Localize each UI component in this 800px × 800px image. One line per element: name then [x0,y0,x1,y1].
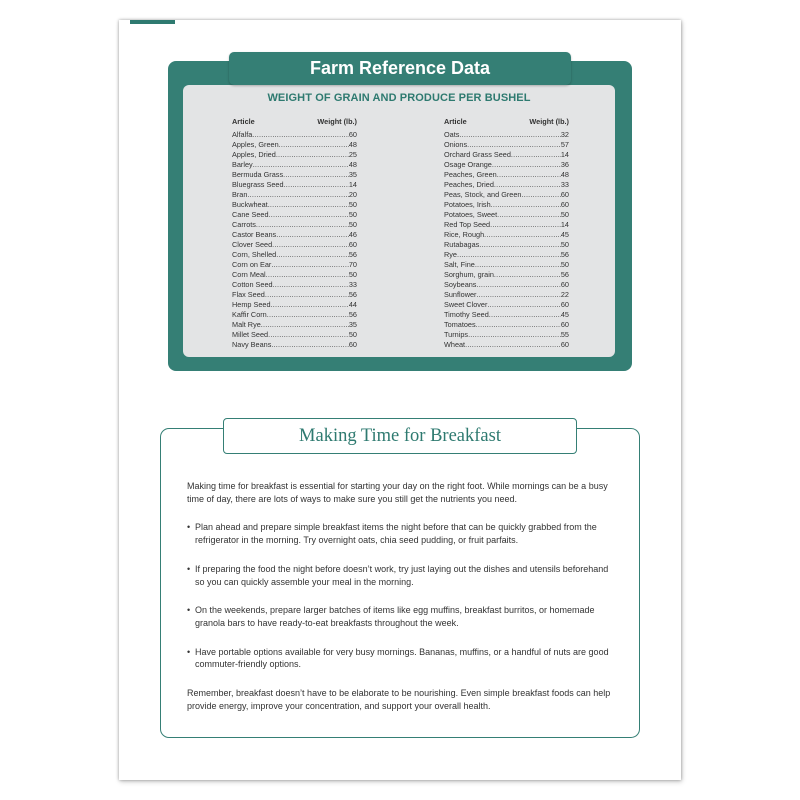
weight-value: 33 [560,180,569,189]
table-row [444,200,569,210]
weight-value: 60 [560,320,569,329]
table-row [232,130,357,140]
breakfast-tip: • On the weekends, prepare larger batches of items like egg muffins, breakfast burritos, or homemade granola bars to have ready-to-eat breakfasts throughout the week. [187,604,612,629]
weight-value: 44 [348,300,357,309]
table-row [444,240,569,250]
weight-value: 50 [348,220,357,229]
dot-leader [459,130,560,140]
page-tab-accent [130,20,175,24]
dot-leader [283,170,349,180]
dot-leader [521,190,560,200]
dot-leader [497,210,561,220]
farm-subtitle: WEIGHT OF GRAIN AND PRODUCE PER BUSHEL [267,92,531,104]
weight-value: 55 [560,330,569,339]
article-name: Soybeans [444,280,477,289]
weight-value: 56 [348,250,357,259]
article-name: Cotton Seed [232,280,273,289]
table-row [444,220,569,230]
weight-value: 60 [560,200,569,209]
article-name: Red Top Seed [444,220,491,229]
article-name: Onions [444,140,468,149]
table-row [232,340,357,350]
article-name: Turnips [444,330,469,339]
table-row [232,180,357,190]
article-name: Bran [232,190,248,199]
column-header [232,117,357,127]
dot-leader [484,230,561,240]
dot-leader [261,320,349,330]
dot-leader [253,160,349,170]
weight-value: 35 [348,170,357,179]
dot-leader [268,200,349,210]
dot-leader [276,230,349,240]
article-name: Rice, Rough [444,230,485,239]
dot-leader [494,180,561,190]
table-row [444,180,569,190]
table-row [232,150,357,160]
weight-value: 45 [560,310,569,319]
table-row [232,140,357,150]
header-weight: Weight (lb.) [317,117,357,126]
weight-value: 50 [560,260,569,269]
table-row [232,300,357,310]
weight-value: 60 [560,190,569,199]
dot-leader [271,260,349,270]
article-name: Sunflower [444,290,477,299]
table-row [444,260,569,270]
dot-leader [468,330,561,340]
breakfast-body [187,480,612,728]
table-row [444,290,569,300]
dot-leader [457,250,561,260]
table-row [444,310,569,320]
dot-leader [266,270,349,280]
article-name: Peaches, Dried [444,180,494,189]
article-name: Kaffir Corn [232,310,267,319]
dot-leader [465,340,561,350]
table-row [232,190,357,200]
dot-leader [494,270,561,280]
table-row [232,250,357,260]
breakfast-tip: • Plan ahead and prepare simple breakfast items the night before that can be quickly grabbed from the refrigerator in the morning. Try overnight oats, chia seed pudding, or fruit parfaits. [187,521,612,546]
table-row [444,340,569,350]
breakfast-title: Making Time for Breakfast [223,418,577,454]
weight-value: 45 [560,230,569,239]
dot-leader [271,300,349,310]
weight-value: 56 [560,270,569,279]
dot-leader [476,280,560,290]
table-row [232,230,357,240]
table-row [232,240,357,250]
dot-leader [273,280,349,290]
weight-value: 25 [348,150,357,159]
article-name: Castor Beans [232,230,277,239]
table-row [232,330,357,340]
article-name: Potatoes, Irish [444,200,491,209]
table-row [444,320,569,330]
article-name: Rutabagas [444,240,480,249]
table-row [444,270,569,280]
weight-value: 48 [348,160,357,169]
article-name: Corn on Ear [232,260,272,269]
dot-leader [256,220,349,230]
article-name: Bluegrass Seed [232,180,284,189]
article-name: Carrots [232,220,256,229]
weight-value: 60 [348,340,357,349]
header-article: Article [444,117,467,126]
farm-title: Farm Reference Data [229,52,571,85]
article-name: Apples, Green [232,140,279,149]
dot-leader [492,160,561,170]
farm-reference-panel [183,85,615,357]
weight-value: 60 [560,280,569,289]
weight-value: 14 [560,150,569,159]
weight-value: 36 [560,160,569,169]
article-name: Sorghum, grain [444,270,494,279]
weight-value: 32 [560,130,569,139]
weight-value: 50 [560,210,569,219]
table-row [444,280,569,290]
table-row [444,130,569,140]
weight-value: 35 [348,320,357,329]
table-row [444,230,569,240]
dot-leader [511,150,561,160]
weight-value: 60 [348,130,357,139]
dot-leader [272,240,349,250]
weight-value: 60 [560,340,569,349]
table-row [232,210,357,220]
article-name: Osage Orange [444,160,492,169]
dot-leader [279,140,349,150]
dot-leader [276,150,349,160]
article-name: Peas, Stock, and Green [444,190,522,199]
article-name: Apples, Dried [232,150,276,159]
weight-value: 57 [560,140,569,149]
dot-leader [487,300,560,310]
weight-value: 50 [348,330,357,339]
weight-value: 20 [348,190,357,199]
article-name: Wheat [444,340,466,349]
dot-leader [269,210,349,220]
table-row [444,190,569,200]
table-column-left [232,117,357,350]
header-article: Article [232,117,255,126]
article-name: Timothy Seed [444,310,489,319]
table-row [232,160,357,170]
article-name: Millet Seed [232,330,269,339]
dot-leader [490,220,561,230]
weight-value: 70 [348,260,357,269]
table-row [232,280,357,290]
breakfast-tip: • If preparing the food the night before doesn’t work, try just laying out the dishes and utensils beforehand so you can quickly assemble your meal in the morning. [187,563,612,588]
dot-leader [476,320,561,330]
article-name: Orchard Grass Seed [444,150,511,159]
table-row [444,250,569,260]
dot-leader [267,310,349,320]
table-row [232,290,357,300]
article-name: Cane Seed [232,210,269,219]
weight-value: 56 [560,250,569,259]
weight-value: 60 [348,240,357,249]
table-row [444,300,569,310]
weight-value: 46 [348,230,357,239]
article-name: Clover Seed [232,240,273,249]
weight-value: 48 [560,170,569,179]
table-row [444,140,569,150]
table-row [232,220,357,230]
weight-value: 22 [560,290,569,299]
weight-value: 14 [348,180,357,189]
article-name: Malt Rye [232,320,261,329]
weight-value: 56 [348,310,357,319]
article-name: Bermuda Grass [232,170,284,179]
article-name: Salt, Fine [444,260,475,269]
article-name: Tomatoes [444,320,476,329]
header-weight: Weight (lb.) [529,117,569,126]
table-row [444,160,569,170]
table-row [444,170,569,180]
table-row [232,170,357,180]
dot-leader [479,240,561,250]
column-header [444,117,569,127]
article-name: Sweet Clover [444,300,488,309]
article-name: Oats [444,130,460,139]
breakfast-tips-list [187,521,612,671]
dot-leader [497,170,561,180]
dot-leader [467,140,561,150]
dot-leader [247,190,348,200]
article-name: Rye [444,250,457,259]
breakfast-tip: • Have portable options available for very busy mornings. Bananas, muffins, or a handful of nuts are good commuter-friendly options. [187,646,612,671]
table-row [444,210,569,220]
table-column-right [444,117,569,350]
weight-value: 50 [560,240,569,249]
table-row [232,320,357,330]
dot-leader [252,130,349,140]
article-name: Alfalfa [232,130,253,139]
dot-leader [491,200,561,210]
article-name: Corn Meal [232,270,266,279]
article-name: Buckwheat [232,200,268,209]
article-name: Hemp Seed [232,300,271,309]
article-name: Flax Seed [232,290,265,299]
weight-value: 33 [348,280,357,289]
dot-leader [489,310,561,320]
dot-leader [265,290,349,300]
breakfast-closing: Remember, breakfast doesn’t have to be elaborate to be nourishing. Even simple breakfast foods can help provide energy, improve your concentration, and support your overall health. [187,688,611,711]
article-name: Navy Beans [232,340,272,349]
breakfast-intro: Making time for breakfast is essential for starting your day on the right foot. While mornings can be a busy time of day, there are lots of ways to make sure you still get the nutrients you need. [187,481,608,504]
dot-leader [476,290,560,300]
dot-leader [276,250,349,260]
article-name: Peaches, Green [444,170,497,179]
table-row [232,310,357,320]
weight-value: 60 [560,300,569,309]
weight-value: 56 [348,290,357,299]
table-row [232,260,357,270]
weight-value: 50 [348,270,357,279]
dot-leader [475,260,561,270]
article-name: Barley [232,160,253,169]
weight-value: 14 [560,220,569,229]
table-row [232,200,357,210]
table-row [444,330,569,340]
article-name: Potatoes, Sweet [444,210,498,219]
article-name: Corn, Shelled [232,250,277,259]
dot-leader [268,330,349,340]
weight-value: 50 [348,200,357,209]
table-row [232,270,357,280]
table-row [444,150,569,160]
weight-value: 48 [348,140,357,149]
dot-leader [271,340,349,350]
weight-value: 50 [348,210,357,219]
dot-leader [284,180,349,190]
